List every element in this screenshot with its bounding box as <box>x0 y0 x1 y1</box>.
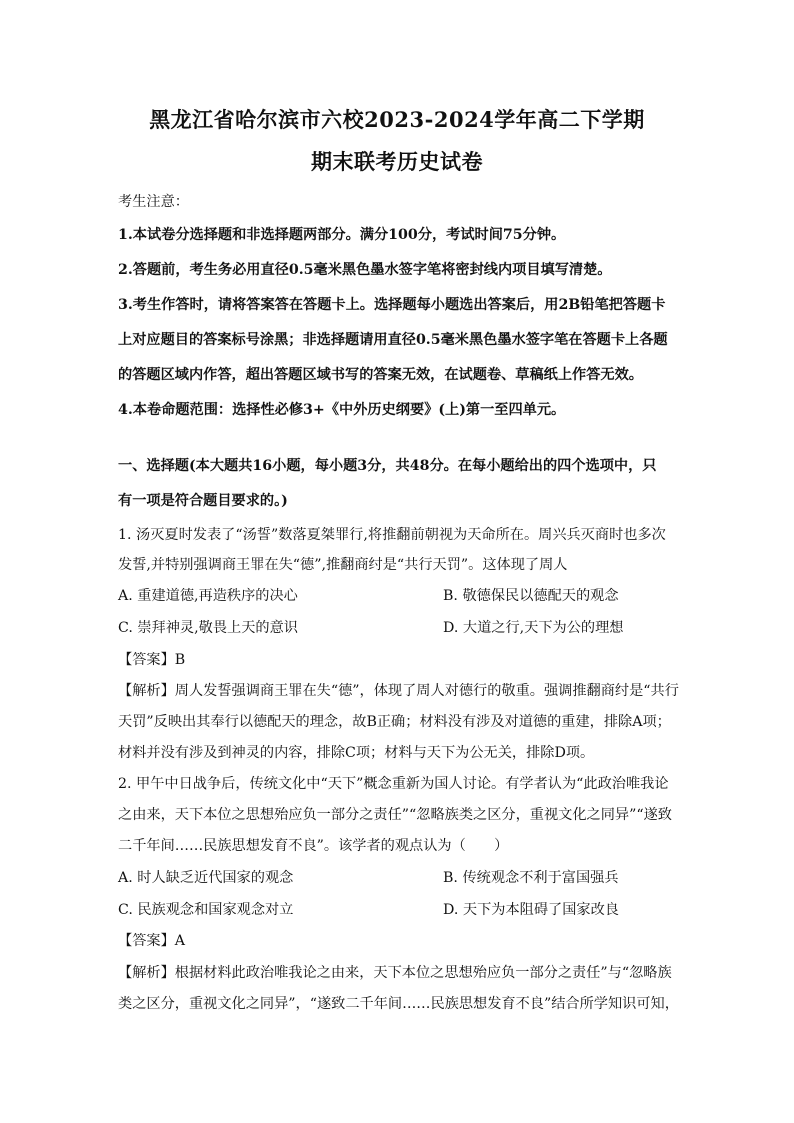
q1-option-a: A. 重建道德,再造秩序的决心 <box>118 588 298 604</box>
notice-item-3-line1: 3.考生作答时，请将答案答在答题卡上。选择题每小题选出答案后，用2B铅笔把答题卡 <box>118 297 666 313</box>
q1-analysis-line1: 【解析】周人发誓强调商王罪在失“德”，体现了周人对德行的敬重。强调推翻商纣是“共行 <box>118 683 679 699</box>
q1-option-b: B. 敬德保民以德配天的观念 <box>443 588 619 604</box>
notice-item-3-line2: 上对应题目的答案标号涂黑；非选择题请用直径0.5毫米黑色墨水签字笔在答题卡上各题 <box>118 332 668 348</box>
document-title-line1: 黑龙江省哈尔滨市六校2023-2024学年高二下学期 <box>149 107 645 132</box>
q2-stem-line2: 之由来，天下本位之思想殆应负一部分之责任”“忽略族类之区分，重视文化之同异”“遂致 <box>118 807 672 823</box>
q1-analysis-line2: 天罚”反映出其奉行以德配天的理念，故B正确；材料没有涉及对道德的重建，排除A项； <box>118 714 671 730</box>
q1-option-d: D. 大道之行,天下为公的理想 <box>443 620 624 636</box>
section-heading-line2: 有一项是符合题目要求的。) <box>118 493 288 509</box>
q2-stem-line3: 二千年间……民族思想发育不良”。该学者的观点认为（ ） <box>118 838 509 854</box>
q1-stem-line1: 1. 汤灭夏时发表了“汤誓”数落夏桀罪行,将推翻前朝视为天命所在。周兴兵灭商时也多次 <box>118 527 666 543</box>
q2-option-d: D. 天下为本阻碍了国家改良 <box>443 902 619 918</box>
q2-stem-line1: 2. 甲午中日战争后，传统文化中“天下”概念重新为国人讨论。有学者认为“此政治唯我论 <box>118 776 669 792</box>
q2-option-b: B. 传统观念不利于富国强兵 <box>443 870 619 886</box>
q2-option-a: A. 时人缺乏近代国家的观念 <box>118 870 294 886</box>
notice-item-1: 1.本试卷分选择题和非选择题两部分。满分100分，考试时间75分钟。 <box>118 227 566 243</box>
q2-analysis-line2: 类之区分，重视文化之同异”，“遂致二千年间……民族思想发育不良”结合所学知识可知， <box>118 996 679 1012</box>
q2-option-c: C. 民族观念和国家观念对立 <box>118 902 294 918</box>
notice-item-3-line3: 的答题区域内作答，超出答题区域书写的答案无效，在试题卷、草稿纸上作答无效。 <box>118 367 643 383</box>
document-title-line2: 期末联考历史试卷 <box>311 149 483 174</box>
q2-answer: 【答案】A <box>118 933 185 949</box>
q1-answer: 【答案】B <box>118 652 186 668</box>
notice-item-2: 2.答题前，考生务必用直径0.5毫米黑色墨水签字笔将密封线内项目填写清楚。 <box>118 262 612 278</box>
section-heading-line1: 一、选择题(本大题共16小题，每小题3分，共48分。在每小题给出的四个选项中，只 <box>118 458 657 474</box>
q1-option-c: C. 崇拜神灵,敬畏上天的意识 <box>118 620 298 636</box>
q1-analysis-line3: 材料并没有涉及到神灵的内容，排除C项；材料与天下为公无关，排除D项。 <box>118 745 595 761</box>
notice-item-4: 4.本卷命题范围：选择性必修3+《中外历史纲要》(上)第一至四单元。 <box>118 402 566 418</box>
notice-heading: 考生注意： <box>118 194 189 210</box>
q2-analysis-line1: 【解析】根据材料此政治唯我论之由来，天下本位之思想殆应负一部分之责任”与“忽略族 <box>118 965 672 981</box>
q1-stem-line2: 发誓,并特别强调商王罪在失“德”,推翻商纣是“共行天罚”。这体现了周人 <box>118 557 568 573</box>
